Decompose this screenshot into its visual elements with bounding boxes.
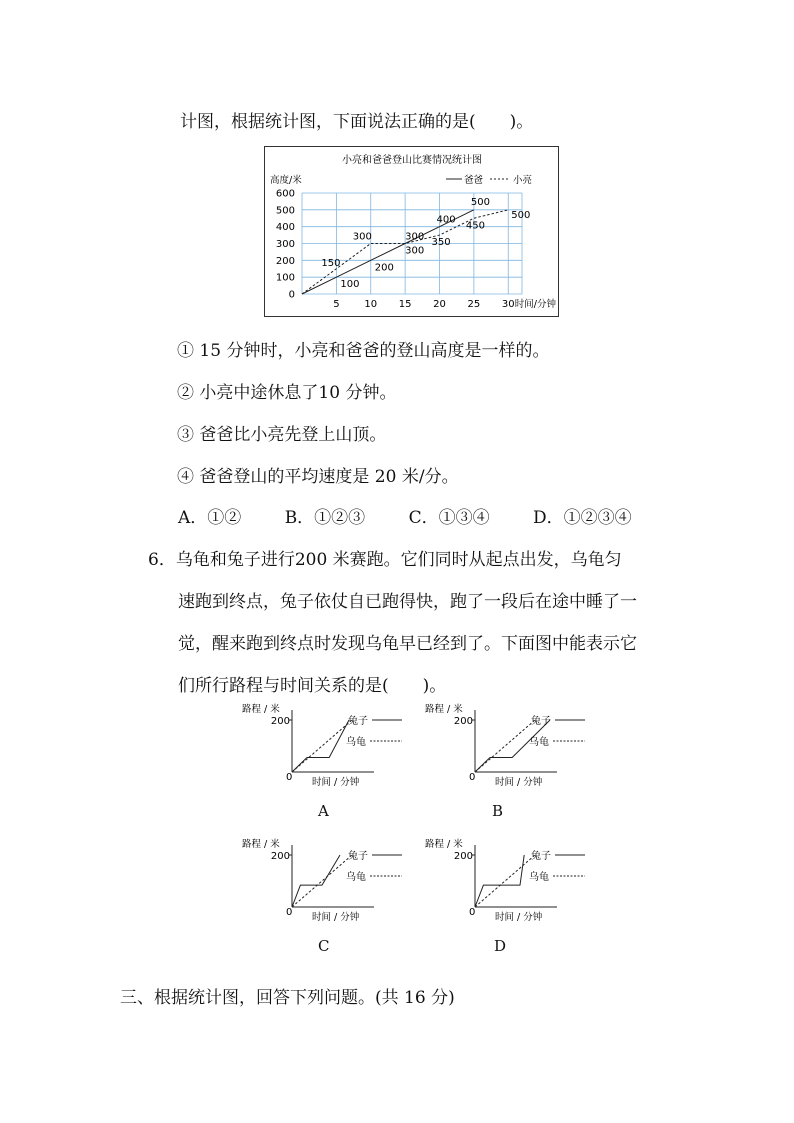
data-label-爸爸-15: 300: [405, 245, 425, 257]
mini-turtle-line: [475, 720, 535, 772]
q6-line-3: 觉，醒来跑到终点时发现乌龟早已经到了。下面图中能表示它: [178, 634, 637, 654]
mini-xlabel: 时间 / 分钟: [312, 912, 360, 923]
data-label-小亮-5: 150: [321, 257, 341, 269]
statement-4: ④ 爸爸登山的平均速度是 20 米/分。: [177, 467, 459, 487]
mini-xlabel: 时间 / 分钟: [312, 777, 360, 788]
mini-turtle-label: 乌龟: [529, 737, 549, 748]
mini-ylabel: 路程 / 米: [425, 704, 463, 715]
mini-rabbit-label: 兔子: [348, 851, 368, 862]
x-tick-5: 5: [333, 299, 340, 310]
question-intro: 计图，根据统计图，下面说法正确的是( )。: [180, 112, 534, 132]
option-c[interactable]: C．①③④: [408, 508, 490, 528]
mini-rabbit-label: 兔子: [531, 716, 551, 727]
mini-turtle-line: [292, 855, 352, 907]
x-tick-10: 10: [364, 299, 378, 310]
x-tick-20: 20: [433, 299, 446, 310]
option-d: D．①②③④: [533, 508, 632, 528]
chart-xlabel: 时间/分钟: [514, 299, 556, 310]
mini-chart-b[interactable]: [423, 700, 598, 795]
y-tick-600: 600: [275, 188, 295, 200]
mini-turtle-label: 乌龟: [346, 872, 366, 883]
mini-ymax-label: 200: [270, 851, 290, 862]
mini-chart-d[interactable]: [423, 835, 598, 930]
data-label-爸爸-20: 400: [436, 214, 456, 226]
mini-ylabel: 路程 / 米: [242, 839, 280, 850]
data-label-爸爸-25: 500: [470, 196, 490, 208]
data-label-爸爸-10: 200: [374, 262, 394, 274]
y-tick-400: 400: [275, 222, 295, 234]
data-label-小亮-30: 500: [511, 209, 531, 221]
statement-2: ② 小亮中途休息了10 分钟。: [177, 383, 397, 403]
caption-c: C: [318, 937, 330, 955]
caption-b: B: [492, 802, 504, 820]
x-tick-15: 15: [398, 299, 412, 310]
mini-ylabel: 路程 / 米: [242, 704, 280, 715]
y-tick-300: 300: [275, 239, 295, 250]
y-tick-100: 100: [275, 272, 295, 284]
x-tick-25: 25: [467, 299, 481, 310]
mini-origin-label: 0: [286, 772, 293, 783]
statement-1: ① 15 分钟时，小亮和爸爸的登山高度是一样的。: [177, 341, 550, 361]
data-label-小亮-25: 450: [465, 220, 485, 232]
caption-a: A: [318, 802, 329, 820]
legend-son-label: 小亮: [513, 175, 533, 186]
mini-origin-label: 0: [469, 907, 476, 918]
mini-turtle-label: 乌龟: [529, 872, 549, 883]
mini-turtle-line: [292, 720, 352, 772]
statement-3: ③ 爸爸比小亮先登上山顶。: [177, 425, 387, 445]
mini-rabbit-line: [292, 855, 340, 907]
legend-dad-label: 爸爸: [464, 175, 484, 186]
data-label-爸爸-5: 100: [340, 279, 360, 291]
data-label-小亮-10: 300: [352, 231, 372, 243]
chart-title: 小亮和爸爸登山比赛情况统计图: [342, 155, 482, 166]
mini-ylabel: 路程 / 米: [425, 839, 463, 850]
answer-options: [178, 503, 632, 528]
option-a[interactable]: A．①②: [178, 508, 242, 528]
mini-rabbit-line: [292, 720, 349, 772]
x-tick-30: 30: [501, 299, 515, 310]
mini-ymax-label: 200: [453, 716, 473, 727]
mini-turtle-line: [475, 855, 535, 907]
mini-rabbit-label: 兔子: [531, 851, 551, 862]
caption-d: D: [494, 937, 507, 955]
y-tick-500: 500: [275, 205, 295, 217]
mini-origin-label: 0: [286, 907, 293, 918]
mini-turtle-label: 乌龟: [346, 737, 366, 748]
mini-chart-c[interactable]: [240, 835, 415, 930]
mini-origin-label: 0: [469, 772, 476, 783]
y-tick-0: 0: [288, 289, 295, 301]
y-tick-200: 200: [275, 255, 295, 267]
q6-line-2: 速跑到终点，兔子依仗自已跑得快，跑了一段后在途中睡了一: [178, 592, 637, 612]
section-3-heading: 三、根据统计图，回答下列问题。(共 16 分): [120, 988, 455, 1008]
climbing-chart: [264, 146, 560, 318]
mini-chart-a[interactable]: [240, 700, 415, 795]
mini-ymax-label: 200: [453, 851, 473, 862]
q6-line-4: 们所行路程与时间关系的是( )。: [178, 676, 447, 696]
chart-ylabel: 高度/米: [270, 175, 302, 186]
mini-xlabel: 时间 / 分钟: [495, 777, 543, 788]
q6-line-1: 6．乌龟和兔子进行200 米赛跑。它们同时从起点出发，乌龟匀: [148, 550, 622, 570]
mini-ymax-label: 200: [270, 716, 290, 727]
data-label-小亮-15: 300: [405, 231, 425, 243]
mini-xlabel: 时间 / 分钟: [495, 912, 543, 923]
data-label-小亮-20: 350: [431, 237, 451, 249]
option-b[interactable]: B．①②③: [284, 508, 366, 528]
mini-rabbit-line: [475, 855, 524, 907]
mini-rabbit-label: 兔子: [348, 716, 368, 727]
